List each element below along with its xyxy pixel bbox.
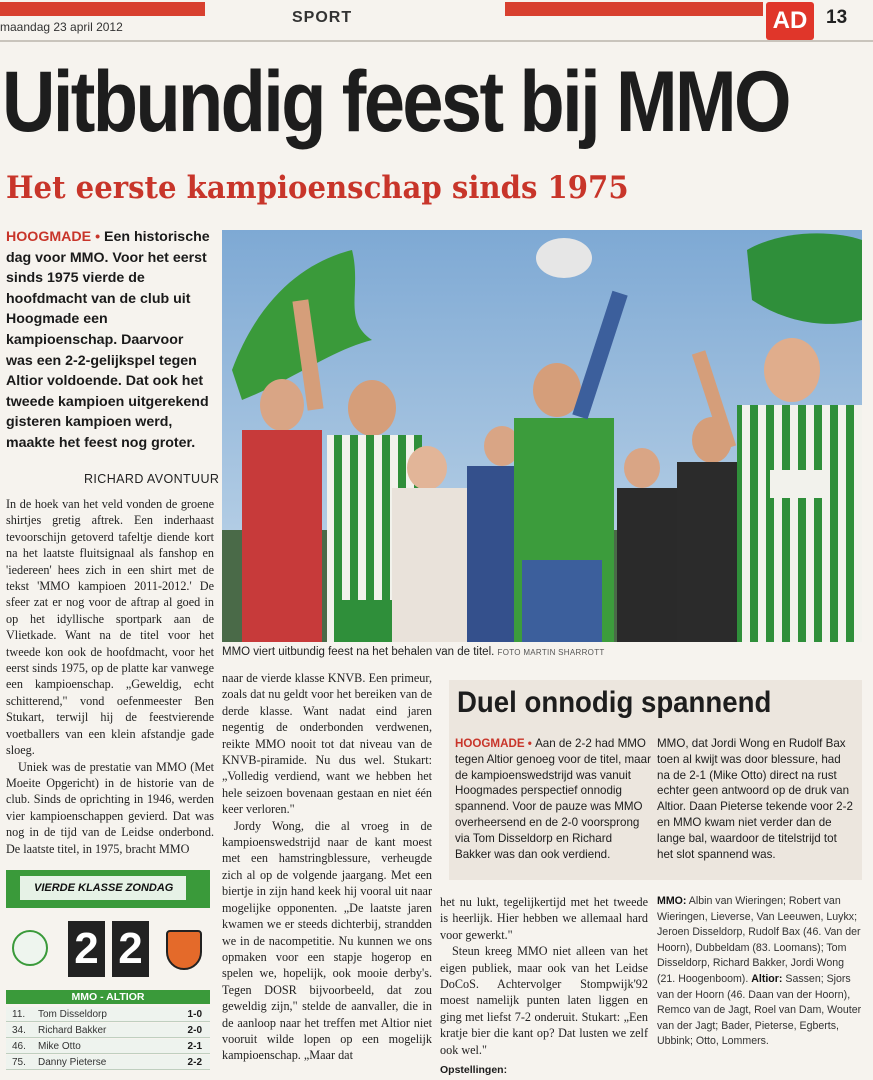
paragraph: het nu lukt, tegelijkertijd met het tweede is heerlijk. Hier hebben we allemaal hard voor gewerkt." (440, 895, 648, 942)
body-column-2 (222, 670, 432, 1064)
byline: RICHARD AVONTUUR (84, 472, 220, 486)
page-header (0, 0, 873, 44)
article-headline: Uitbundig feest bij MMO (2, 54, 790, 150)
box-text-1: Aan de 2-2 had MMO tegen Altior genoeg voor de titel, maar de kampioenswedstrijd was vanuit Hoogmades perspectief onnodig spannend. Voor de pauze was MMO overheersend en de 2-0 voorsprong via Tom Disseldorp en Richard Bakker was dan ook verdiend. (455, 737, 651, 861)
goal-list (6, 1007, 210, 1071)
article-intro (6, 227, 214, 454)
body-column-3 (440, 894, 648, 1058)
caption-text: MMO viert uitbundig feest na het behalen van de titel. (222, 646, 495, 658)
paragraph: Jordy Wong, die al vroeg in de kampioenswedstrijd naar de kant moest met een hamstringblessure, verheugde zich al op de volgende jaargang. Met een biertje in zijn hand keek hij vooral uit naar mogelijke opponenten. „De laatste jaren kwamen we er steeds dichterbij, strandden we in de nacompetitie. Nu kunnen we ons opmaken voor een stapje hogerop en spelen we, hopelijk, ook mooie derby's. Tegen DOSR bijvoorbeeld, dat zou geweldig zijn," stelde de aanvaller, die in de aanloop naar het treffen met Altior niet vooruit wilde lopen op een mogelijk kampioenschap. „Maar dat (222, 818, 432, 1063)
match-report-box (449, 680, 862, 880)
body-column-1 (6, 496, 214, 857)
intro-text: Een historische dag voor MMO. Voor het eerst sinds 1975 vierde de hoofdmacht van de club uit Hoogmade een kampioenschap. Daarvoor was een 2-2-gelijkspel tegen Altior voldoende. Dat ook het tweede kampioen uitgerekend gisteren kampioen werd, maakte het feest nog groter. (6, 229, 210, 451)
paragraph: Steun kreeg MMO niet alleen van het eigen publiek, maar ook van het Leidse DoCoS. Achtervolger Stompwijk'92 moest namelijk punten laten liggen en ging met liefst 7-2 onderuit. Stukart: „Een kratje bier die kant op? Dat lusten we zelf ook wel." (440, 944, 648, 1057)
photo-caption (222, 646, 862, 658)
page-number: 13 (826, 7, 848, 28)
celebration-photo (222, 230, 862, 642)
paragraph: naar de vierde klasse KNVB. Een primeur, zoals dat nu geldt voor het bereiken van de derde klasse. Want nadat eind jaren negentig de onderbonden verdwenen, reikte MMO nooit tot dat niveau van de KNVB-piramide. Nu dus wel. Stukart: „Volledig verdiend, want we hebben het hele seizoen bovenaan gestaan en niet één keer verloren." (222, 671, 432, 817)
intro-dateline: HOOGMADE • (6, 229, 104, 245)
box-text-2: MMO, dat Jordi Wong en Rudolf Bax toen al kwijt was door blessure, had na de 2-1 (Mike Otto) direct na rust echter geen antwoord op de druk van Altior. Daan Pieterse tekende voor 2-2 en MMO kwam niet verder dan de lange bal, waardoor de titelstrijd tot het slot spannend was. (657, 737, 853, 861)
league-label: VIERDE KLASSE ZONDAG (34, 882, 174, 894)
box-column-1 (455, 736, 651, 862)
box-column-2 (657, 736, 855, 862)
lineups (657, 894, 862, 1050)
goal-row: 46. Mike Otto 2-1 (6, 1039, 210, 1054)
goal-row: 34. Richard Bakker 2-0 (6, 1023, 210, 1038)
paragraph: In de hoek van het veld vonden de groene shirtjes gretig aftrek. Een inderhaast tevoorschijn getoverd tafeltje diende kort na het laatste fluitsignaal als fanshop en 'iedereen' hees zich in een shirt met de tekst 'MMO kampioen 2011-2012.' De sfeer zat er nog voor de aftrap al goed in op het idyllische sportpark aan de Vlietkade. Want na de titel voor het tweede kon ook de hoofdmacht, voor het eerst sinds 1975, op de platte kar vanwege een kampioenschap. „Geweldig, echt schitterend," vond oefenmeester Ben Stukart, terwijl hij de feestvierende voetballers van een klein afstandje gade sloeg. (6, 497, 214, 758)
mmo-crest-icon (12, 930, 48, 966)
home-score: 2 (68, 921, 105, 977)
box-title: Duel onnodig spannend (457, 686, 772, 719)
lineup-altior-label: Altior: (751, 972, 783, 985)
box-dateline: HOOGMADE • (455, 737, 536, 750)
header-red-band-right (505, 2, 763, 16)
celebration-photo-illustration (222, 230, 862, 642)
lineup-mmo-label: MMO: (657, 895, 687, 907)
ad-logo: AD (766, 2, 814, 40)
away-score: 2 (112, 921, 149, 977)
teams-label: MMO - ALTIOR (6, 990, 210, 1004)
lineup-altior: Sassen; Sjors van der Hoorn (46. Daan van der Hoorn), Remco van de Jagt, Roel van Dam, Wouter van der Jagt; Bader, Pieterse, Egberts, Ubbink; Otto, Lommers. (657, 972, 862, 1048)
goal-row: 75. Danny Pieterse 2-2 (6, 1055, 210, 1070)
article-subheadline: Het eerste kampioenschap sinds 1975 (6, 170, 629, 206)
section-label: SPORT (292, 9, 353, 26)
paragraph: Uniek was de prestatie van MMO (Met Moeite Opgericht) in de historie van de club. Sinds de oprichting in 1946, werden vier kampioenschappen gevierd. Dat was nog in de tijd van de Leidse onderbond. De laatste titel, in 1975, bracht MMO (6, 759, 214, 856)
header-red-band-left (0, 2, 205, 16)
goal-row: 11. Tom Disseldorp 1-0 (6, 1007, 210, 1022)
league-bar (6, 870, 210, 908)
photo-credit: FOTO MARTIN SHARROTT (497, 648, 605, 657)
issue-date: maandag 23 april 2012 (0, 20, 123, 34)
header-divider (0, 40, 873, 42)
lineups-heading: Opstellingen: (440, 1064, 508, 1076)
altior-crest-icon (166, 930, 202, 970)
lineup-mmo: Albin van Wieringen; Robert van Wieringen, Lieverse, Van Leeuwen, Luykx; Jeroen Disseldorp, Rudolf Bax (46. Van der Hoorn), Dubbeldam (83. Loomans); Tom Disseldorp, Richard Bakker, Jordi Wong (21. Hoogenboom). (657, 895, 861, 985)
